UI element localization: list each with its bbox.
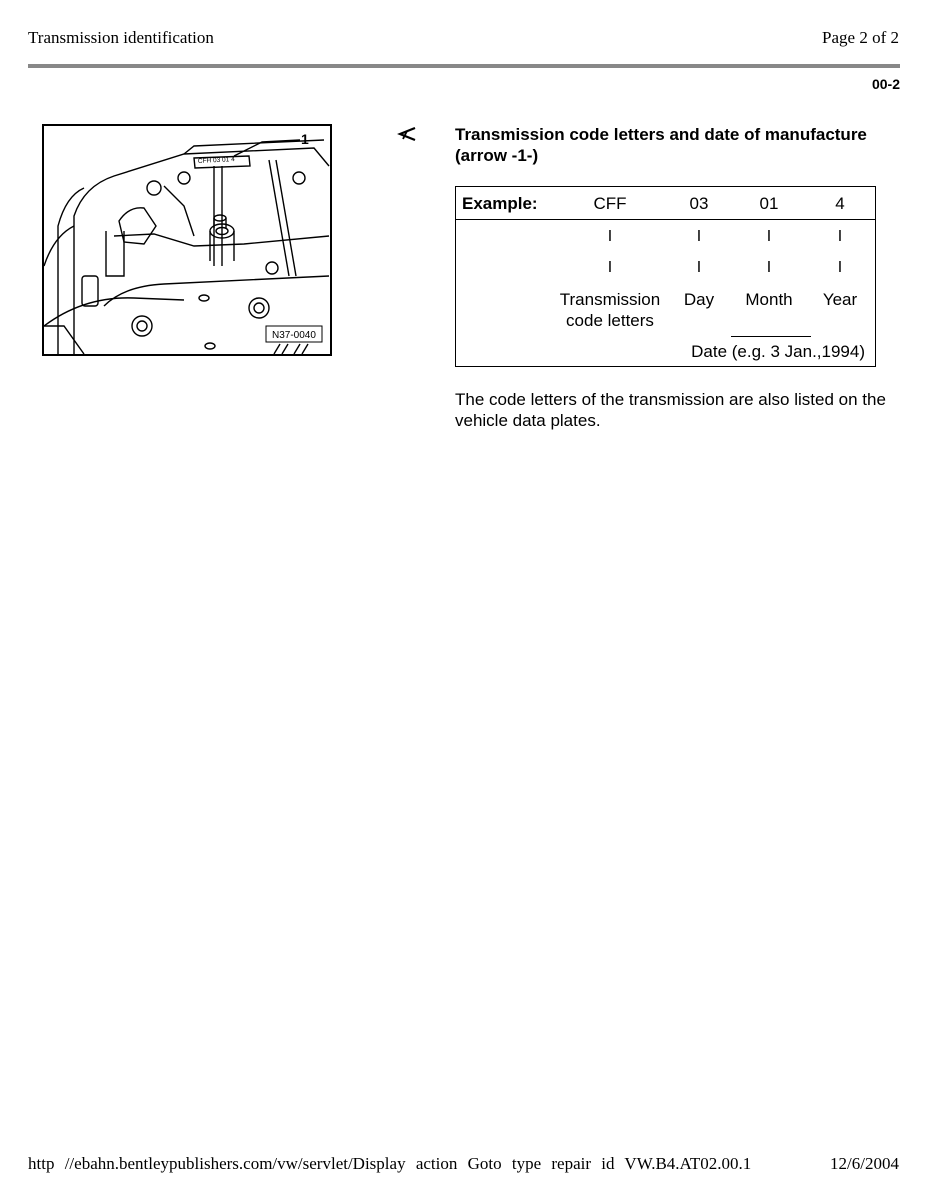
value-month: 01 xyxy=(759,194,779,213)
separator-mark: I xyxy=(766,259,772,276)
caption-year: Year xyxy=(822,290,858,309)
value-day: 03 xyxy=(689,194,709,213)
page-title: Transmission identification xyxy=(28,28,214,47)
note-paragraph: The code letters of the transmission are also listed on the vehicle data plates. xyxy=(455,390,886,430)
section-number: 00-2 xyxy=(871,76,900,92)
section-heading: Transmission code letters and date of manufacture (arrow -1-) xyxy=(455,125,867,165)
footer-url: http //ebahn.bentleypublishers.com/vw/servlet/Display action Goto type repair id VW.B4.AT02.00.1 xyxy=(28,1154,752,1173)
caption-day: Day xyxy=(683,290,715,309)
callout-number: 1 xyxy=(301,131,309,147)
pointer-hand-icon xyxy=(397,125,417,143)
separator-mark: I xyxy=(696,259,702,276)
separator-mark: I xyxy=(696,228,702,245)
date-note: Date (e.g. 3 Jan.,1994) xyxy=(691,342,865,361)
header-divider xyxy=(28,64,900,68)
separator-mark: I xyxy=(837,259,843,276)
separator-mark: I xyxy=(607,259,613,276)
footer-date: 12/6/2004 xyxy=(830,1154,899,1173)
code-example-table xyxy=(455,186,876,367)
date-bracket-line xyxy=(731,336,811,337)
separator-mark: I xyxy=(766,228,772,245)
example-label: Example: xyxy=(462,194,538,213)
page-number: Page 2 of 2 xyxy=(822,28,899,47)
caption-month: Month xyxy=(745,290,793,309)
value-code: CFF xyxy=(593,194,627,213)
transmission-illustration xyxy=(42,124,332,356)
separator-mark: I xyxy=(607,228,613,245)
table-divider xyxy=(456,219,875,220)
stamp-text: CFH 03 01 4 xyxy=(197,156,235,165)
separator-mark: I xyxy=(837,228,843,245)
caption-code-letters: Transmission code letters xyxy=(559,290,661,330)
value-year: 4 xyxy=(835,194,845,213)
figure-ref-code: N37-0040 xyxy=(272,330,316,341)
